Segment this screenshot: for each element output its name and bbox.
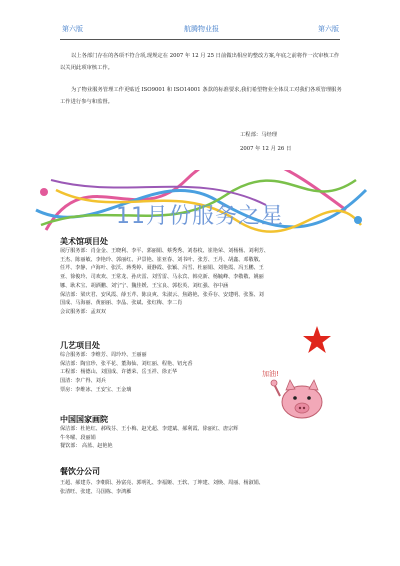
edition-right: 第六版 [318,25,339,33]
page-header [0,6,400,36]
name-line: 工程部：杨德山、刘国成、许德荣、岳玉祥、徐正华 [60,369,178,376]
name-line: 保洁部：陶宜珍、张平花、董海仙、刘红丽、程艳、钮允香 [60,360,193,367]
name-line: 王杰、陈丽敏、李艳玲、郭丽红、尹景艳、崔亚春、刘书叶、张芳、王丹、胡鑫、邓敬敬、 [60,256,264,263]
name-line: 国清：李广得、刘兵 [60,378,106,385]
header-rule [60,39,340,40]
section-body-art-museum [60,247,345,317]
name-line: 张清旺、张建、马国栋、李鸿雁 [60,488,132,495]
name-line: 餐饮部： 高蓝、赵艳艳 [60,443,113,450]
signature-date: 2007 年 12 月 26 日 [240,146,292,152]
signature-author: 工程部：马经理 [240,132,278,138]
name-line: 亚、徐俊玲、司欢欢、王常龙、孙庆雷、刘雪雷、马永宾、韩克新、杨毓峰、李敬敬、姚丽 [60,274,264,281]
service-star-title: 11月份服务之星 [116,204,284,229]
section-title-art-project: 几艺项目处 [60,341,100,350]
name-line: 展厅服务部：肖金金、王晓利、李平、郭丽娟、蔡秀秀、刘春枚、崔艳荣、刘杨杨、刘利芳、 [60,248,269,254]
name-line: 会议服务部：孟双双 [60,308,106,315]
paragraph-iso: 为了物业服务管理工作更贴近 ISO9001 和 ISO14001 条款的标准要求,我们希望物业全体员工对我们各项管理服务工作进行参与和监督。 [60,87,342,105]
cheering-pig-icon [260,366,330,426]
sticker-text: 加油! [262,370,279,378]
name-line: 牛冬曜、段丽娟 [60,434,96,441]
name-line: 保洁部：杜艳红、郝线芬、王小梅、赵光超、李建斌、郝利霞、徐丽红、唐宗辉 [60,426,239,432]
edition-left: 第六版 [62,25,83,33]
section-title-art-museum: 美术馆项目处 [60,237,108,246]
name-line: 任芹、李静、卢海叶、张沃、蒋秀婷、聂静霞、张颖、冯雪、杜丽娟、刘艳霞、冯玉鹏、王 [60,265,264,272]
name-line: 国成、马海丽、黄丽丽、李晶、张斌、张红梅、李二肖 [60,300,183,307]
newspaper-name: 航腾物业报 [184,25,219,33]
section-body-national-academy [60,425,345,451]
section-body-catering [60,479,345,496]
name-line: 综合服务部：李维芳、周玲玲、王丽丽 [60,352,147,358]
name-line: 娜、耿术宝、胡酒鹏、刘宁宁、魏佳媛、王宝良、郭松英、刘红强、谷中涵 [60,282,229,289]
name-line: 保洁部：梁庆君、安风霞、薛玉芹、陈良爽、朱淑云、焦路艳、张乔存、安建明、张鉴、刘 [60,291,264,298]
paragraph-rectification: 以上各部门存在的各项不符合项,现规定在 2007 年 12 月 25 日前做出相应的整改方案,年底之前将作一次审核工作以关闭此项审核工作。 [60,53,340,71]
name-line: 王超、郝建芬、李朝阳、孙富亮、郭明礼、李福姬、王软、丁坤建、刘焕、周丽、杨淑娟、 [60,480,264,486]
section-title-catering: 餐饮分公司 [60,467,100,476]
name-line: 票房：李维冰、王安宝、王金璃 [60,386,132,393]
section-title-national-academy: 中国国家画院 [60,415,108,424]
